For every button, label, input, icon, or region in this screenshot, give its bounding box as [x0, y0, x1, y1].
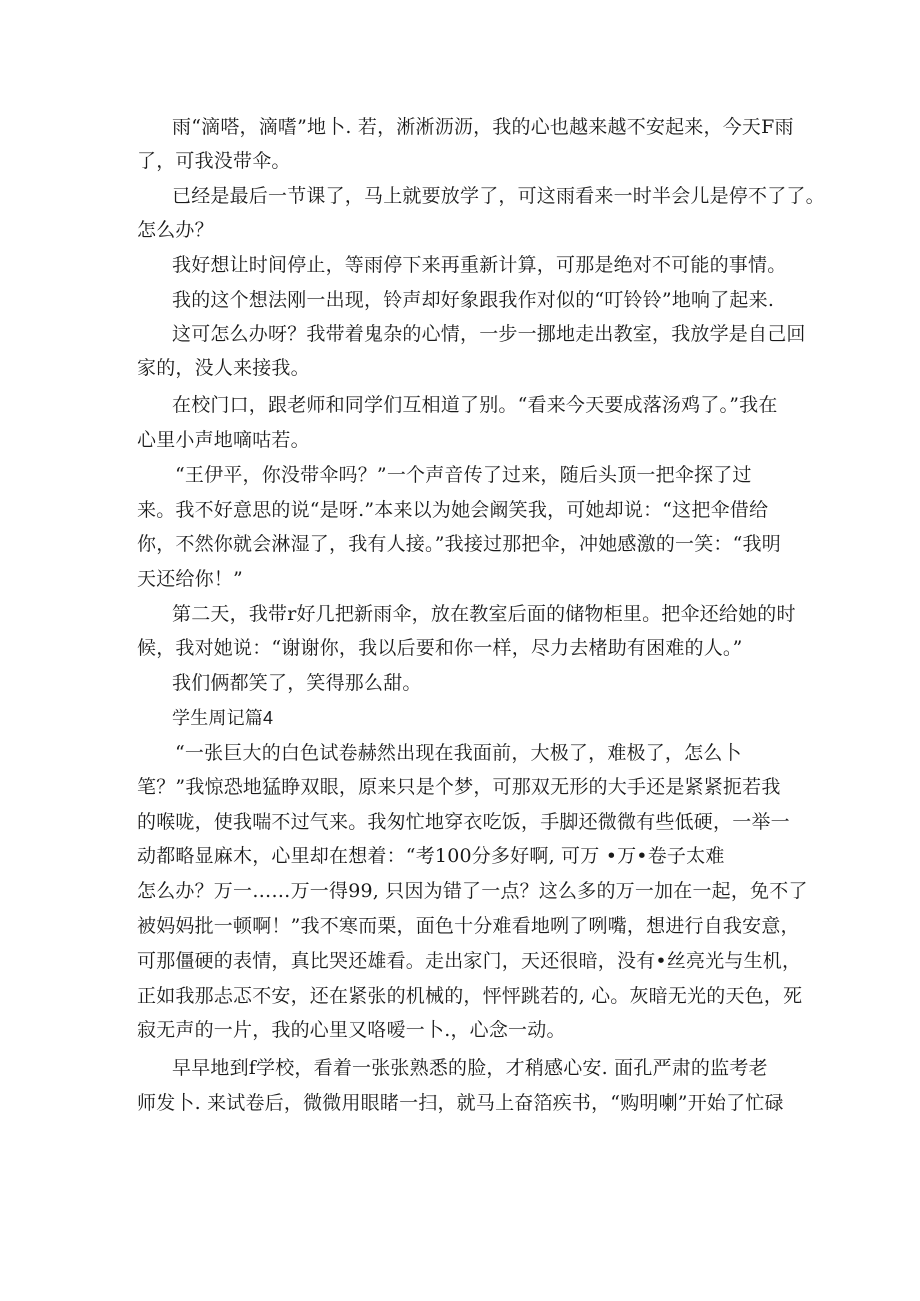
text-line: 在校门口，跟老师和同学们互相道了别。“看来今天要成落汤鸡了。”我在	[172, 394, 778, 416]
section-heading: 学生周记篇4	[172, 708, 274, 728]
text-line: 天还给你！”	[137, 568, 243, 590]
text-line: 我的这个想法刚一出现，铃声却好象跟我作对似的“叮铃铃”地响了起来.	[172, 289, 775, 311]
text-line: 早早地到f学校，看着一张张熟悉的脸，才稍感心安. 面孔严肃的监考老	[172, 1057, 768, 1079]
text-line: 你，不然你就会淋湿了，我有人接。”我接过那把伞，冲她感激的一笑：“我明	[137, 533, 781, 555]
text-line: 我们俩都笑了，笑得那么甜。	[172, 672, 422, 694]
text-line: 的喉咙，使我喘不过气来。我匆忙地穿衣吃饭，手脚还微微有些低硬，一举一	[137, 811, 790, 833]
text-line: 被妈妈批一顿啊！”我不寒而栗，面色十分难看地咧了咧嘴，想进行自我安意，	[137, 915, 800, 937]
text-line: 候，我对她说：“谢谢你，我以后要和你一样，尽力去楮助有困难的人。”	[137, 637, 743, 659]
text-line: 心里小声地嘀咕若。	[137, 429, 310, 451]
text-line: 师发卜. 来试卷后，微微用眼睹一扫，就马上奋箔疾书，“购明喇”开始了忙碌	[137, 1092, 784, 1114]
text-line: 我好想让时间停止，等雨停下来再重新计算，可那是绝对不可能的事情。	[172, 254, 787, 276]
text-line: 第二天，我带r好几把新雨伞，放在教室后面的储物柜里。把伞还给她的时	[172, 603, 796, 625]
text-line: 已经是最后一节课了，马上就要放学了，可这雨看来一时半会儿是停不了了。	[172, 185, 825, 207]
text-line: 怎么办？	[137, 219, 214, 241]
text-line: 来。我不好意思的说“是呀.”本来以为她会阚笑我，可她却说：“这把伞借给	[137, 499, 769, 521]
text-line: 动都略显麻木，心里却在想着：“考100分多好啊, 可万 •万•卷子太难	[137, 845, 725, 867]
text-line: 雨“滴嗒，滴嗜”地卜. 若，淅淅沥沥，我的心也越来越不安起来，今天F雨	[172, 116, 794, 138]
text-line: 笔？”我惊恐地猛睁双眼，原来只是个梦，可那双无形的大手还是紧紧扼若我	[137, 776, 781, 798]
text-line: 正如我那忐忑不安，还在紧张的机械的，怦怦跳若的, 心。灰暗无光的天色，死	[137, 985, 803, 1007]
text-line: 寂无声的一片，我的心里又咯嗳一卜.，心念一动。	[137, 1019, 566, 1041]
text-line: “王伊平，你没带伞吗？”一个声音传了过来，随后头顶一把伞探了过	[175, 464, 752, 486]
text-line: 这可怎么办呀？我带着鬼杂的心情，一步一挪地走出教室，我放学是自己回	[172, 323, 806, 345]
text-line: 了，可我没带伞。	[137, 150, 291, 172]
text-line: “一张巨大的白色试卷赫然出现在我面前，大极了，难极了，怎么卜	[175, 742, 742, 764]
text-line: 怎么办？万一……万一得99, 只因为错了一点？这么多的万一加在一起，免不了	[137, 880, 808, 902]
text-line: 可那僵硬的表情，真比哭还雄看。走出家门，天还很暗，没有•丝亮光与生机，	[137, 950, 802, 972]
text-line: 家的，没人来接我。	[137, 357, 310, 379]
